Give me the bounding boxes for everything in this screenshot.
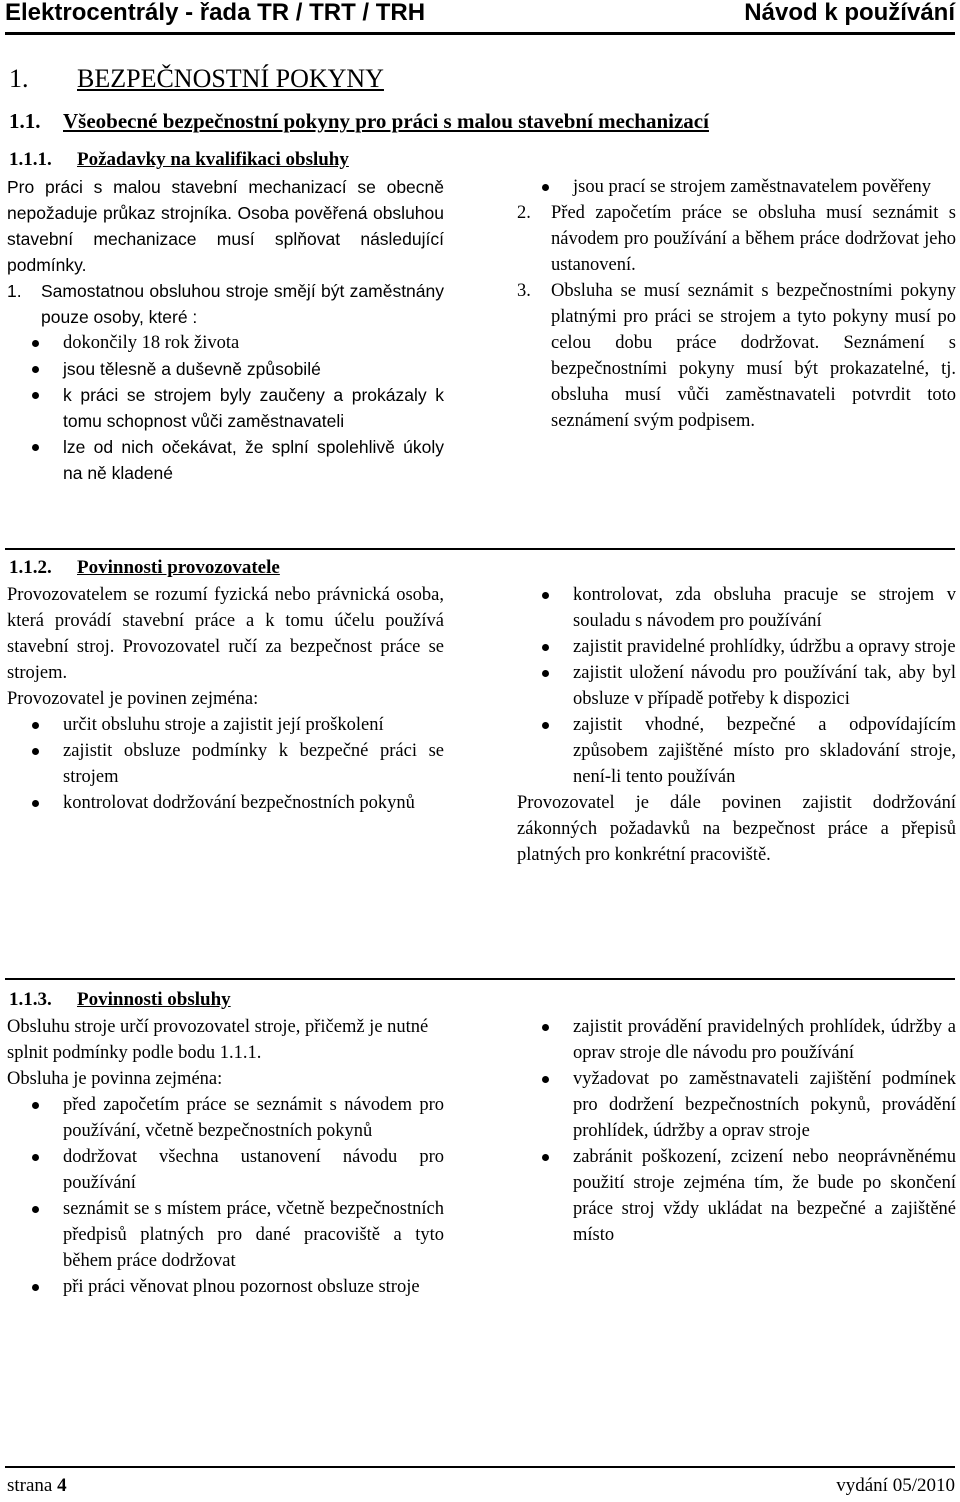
footer-page-label: strana — [7, 1475, 53, 1496]
list-item: před započetím práce se seznámit s návodem pro používání, včetně bezpečnostních pokynů — [7, 1092, 444, 1144]
list-item: zajistit vhodné, bezpečné a odpovídajícím způsobem zajištěné místo pro skladování stroje, není-li tento používán — [517, 712, 956, 790]
bullet-icon — [32, 444, 39, 451]
operator-duties-list-cont — [517, 582, 956, 790]
bullet-icon — [542, 670, 549, 677]
list-item: dokončily 18 rok života — [7, 330, 444, 356]
requirement-item-3-number: 3. — [517, 281, 531, 301]
section-1-1-title: Všeobecné bezpečnostní pokyny pro práci s malou stavební mechanizací — [63, 109, 709, 133]
section-1-1-2-closing: Provozovatel je dále povinen zajistit dodržování zákonných požadavků na bezpečnost práce a přepisů platných pro konkrétní pracoviště. — [517, 793, 956, 865]
operator-obligations-list — [7, 1092, 444, 1300]
section-1-1-3-intro: Obsluhu stroje určí provozovatel stroje, přičemž je nutné splnit podmínky podle bodu 1.1.1. — [7, 1017, 429, 1063]
section-divider — [5, 978, 955, 980]
bullet-icon — [32, 722, 39, 729]
operator-obligations-list-cont — [517, 1014, 956, 1248]
requirement-item-2 — [517, 200, 956, 278]
operator-duties-list — [7, 712, 444, 816]
section-1-1-number: 1.1. — [9, 109, 41, 133]
header-doc-type: Návod k používání — [744, 0, 955, 26]
requirement-item-2-number: 2. — [517, 203, 531, 223]
list-item: zajistit pravidelné prohlídky, údržbu a opravy stroje — [517, 634, 956, 660]
list-item: vyžadovat po zaměstnavateli zajištění podmínek pro dodržení bezpečnostních pokynů, provádění prohlídek, údržby a oprav stroje — [517, 1066, 956, 1144]
list-item: zabránit poškození, zcizení nebo neoprávněnému použití stroje zejména tím, že bude po skončení práce stroj vždy ukládat na bezpečné a zajištěné místo — [517, 1144, 956, 1248]
bullet-icon — [542, 592, 549, 599]
list-item: zajistit provádění pravidelných prohlídek, údržby a oprav stroje dle návodu pro používání — [517, 1014, 956, 1066]
section-divider — [5, 548, 955, 550]
section-1-1-1-left-column — [7, 174, 444, 486]
operator-conditions-list-cont — [517, 174, 956, 200]
requirement-item-1-text: Samostatnou obsluhou stroje smějí být zaměstnány pouze osoby, které : — [41, 281, 444, 327]
bullet-icon — [32, 1206, 39, 1213]
bullet-icon — [542, 722, 549, 729]
section-1-1-2-lead: Provozovatel je povinen zejména: — [7, 689, 259, 709]
requirement-item-1-number: 1. — [7, 281, 22, 301]
section-1-1-2-right-column — [517, 582, 956, 868]
list-item: určit obsluhu stroje a zajistit její proškolení — [7, 712, 444, 738]
bullet-icon — [32, 1154, 39, 1161]
section-1-1-2-title: Povinnosti provozovatele — [77, 557, 280, 578]
bullet-icon — [542, 1154, 549, 1161]
section-1-title: BEZPEČNOSTNÍ POKYNY — [77, 64, 384, 93]
section-1-1-2-intro: Provozovatelem se rozumí fyzická nebo právnická osoba, která provádí stavební práce a k tomu účelu používá stavební stroj. Provozovatel ručí za bezpečnost práce se strojem. — [7, 585, 444, 683]
section-1-heading — [9, 64, 384, 94]
bullet-icon — [32, 1284, 39, 1291]
footer-rule — [5, 1466, 955, 1468]
list-item: zajistit obsluze podmínky k bezpečné práci se strojem — [7, 738, 444, 790]
list-item: jsou tělesně a duševně způsobilé — [7, 356, 444, 382]
section-1-1-2-left-column — [7, 582, 444, 816]
requirement-item-2-text: Před započetím práce se obsluha musí seznámit s návodem pro používání a během práce dodržovat jeho ustanovení. — [551, 203, 956, 275]
section-1-1-2-heading — [9, 556, 280, 580]
list-item: dodržovat všechna ustanovení návodu pro používání — [7, 1144, 444, 1196]
section-1-1-1-title: Požadavky na kvalifikaci obsluhy — [77, 149, 349, 170]
list-item: zajistit uložení návodu pro používání tak, aby byl obsluze v případě potřeby k dispozici — [517, 660, 956, 712]
footer-edition: vydání 05/2010 — [836, 1475, 955, 1496]
bullet-icon — [542, 1024, 549, 1031]
bullet-icon — [542, 184, 549, 191]
section-1-1-3-heading — [9, 988, 231, 1012]
requirements-list-cont — [517, 200, 956, 434]
section-1-1-3-number: 1.1.3. — [9, 989, 52, 1010]
requirement-item-1 — [7, 278, 444, 330]
list-item: při práci věnovat plnou pozornost obsluze stroje — [7, 1274, 444, 1300]
bullet-icon — [542, 1076, 549, 1083]
section-1-1-3-right-column — [517, 1014, 956, 1248]
header-rule — [5, 32, 955, 35]
bullet-icon — [32, 1102, 39, 1109]
bullet-icon — [32, 392, 39, 399]
section-1-1-1-number: 1.1.1. — [9, 149, 52, 170]
section-1-1-3-lead: Obsluha je povinna zejména: — [7, 1069, 223, 1089]
header-title: Elektrocentrály - řada TR / TRT / TRH — [5, 0, 426, 26]
bullet-icon — [32, 340, 39, 347]
list-item: lze od nich očekávat, že splní spolehlivě úkoly na ně kladené — [7, 434, 444, 486]
bullet-icon — [32, 366, 39, 373]
section-1-1-1-right-column — [517, 174, 956, 434]
section-1-1-2-number: 1.1.2. — [9, 557, 52, 578]
operator-conditions-list — [7, 330, 444, 486]
footer-page — [7, 1474, 67, 1498]
list-item: k práci se strojem byly zaučeny a prokázaly k tomu schopnost vůči zaměstnavateli — [7, 382, 444, 434]
section-1-1-3-left-column — [7, 1014, 444, 1300]
list-item: jsou prací se strojem zaměstnavatelem pověřeny — [517, 174, 956, 200]
section-1-1-1-heading — [9, 148, 349, 172]
section-1-1-3-title: Povinnosti obsluhy — [77, 989, 231, 1010]
list-item: kontrolovat dodržování bezpečnostních pokynů — [7, 790, 444, 816]
list-item: seznámit se s místem práce, včetně bezpečnostních předpisů platných pro dané pracoviště a tyto během práce dodržovat — [7, 1196, 444, 1274]
requirements-list — [7, 278, 444, 330]
bullet-icon — [542, 644, 549, 651]
list-item: kontrolovat, zda obsluha pracuje se strojem v souladu s návodem pro používání — [517, 582, 956, 634]
requirement-item-3-text: Obsluha se musí seznámit s bezpečnostními pokyny platnými pro práci se strojem a tyto pokyny musí po celou dobu práce dodržovat. Seznámení s bezpečnostními pokyny musí být prokazatelné, tj. obsluha musí vůči zaměstnavateli potvrdit toto seznámení svým podpisem. — [551, 281, 956, 431]
footer-page-number: 4 — [57, 1475, 67, 1496]
bullet-icon — [32, 800, 39, 807]
section-1-1-1-intro: Pro práci s malou stavební mechanizací se obecně nepožaduje průkaz strojníka. Osoba pověřená obsluhou stavební mechanizace musí splňovat následující podmínky. — [7, 177, 444, 275]
section-1-number: 1. — [9, 64, 29, 93]
bullet-icon — [32, 748, 39, 755]
requirement-item-3 — [517, 278, 956, 434]
section-1-1-heading — [9, 108, 709, 134]
